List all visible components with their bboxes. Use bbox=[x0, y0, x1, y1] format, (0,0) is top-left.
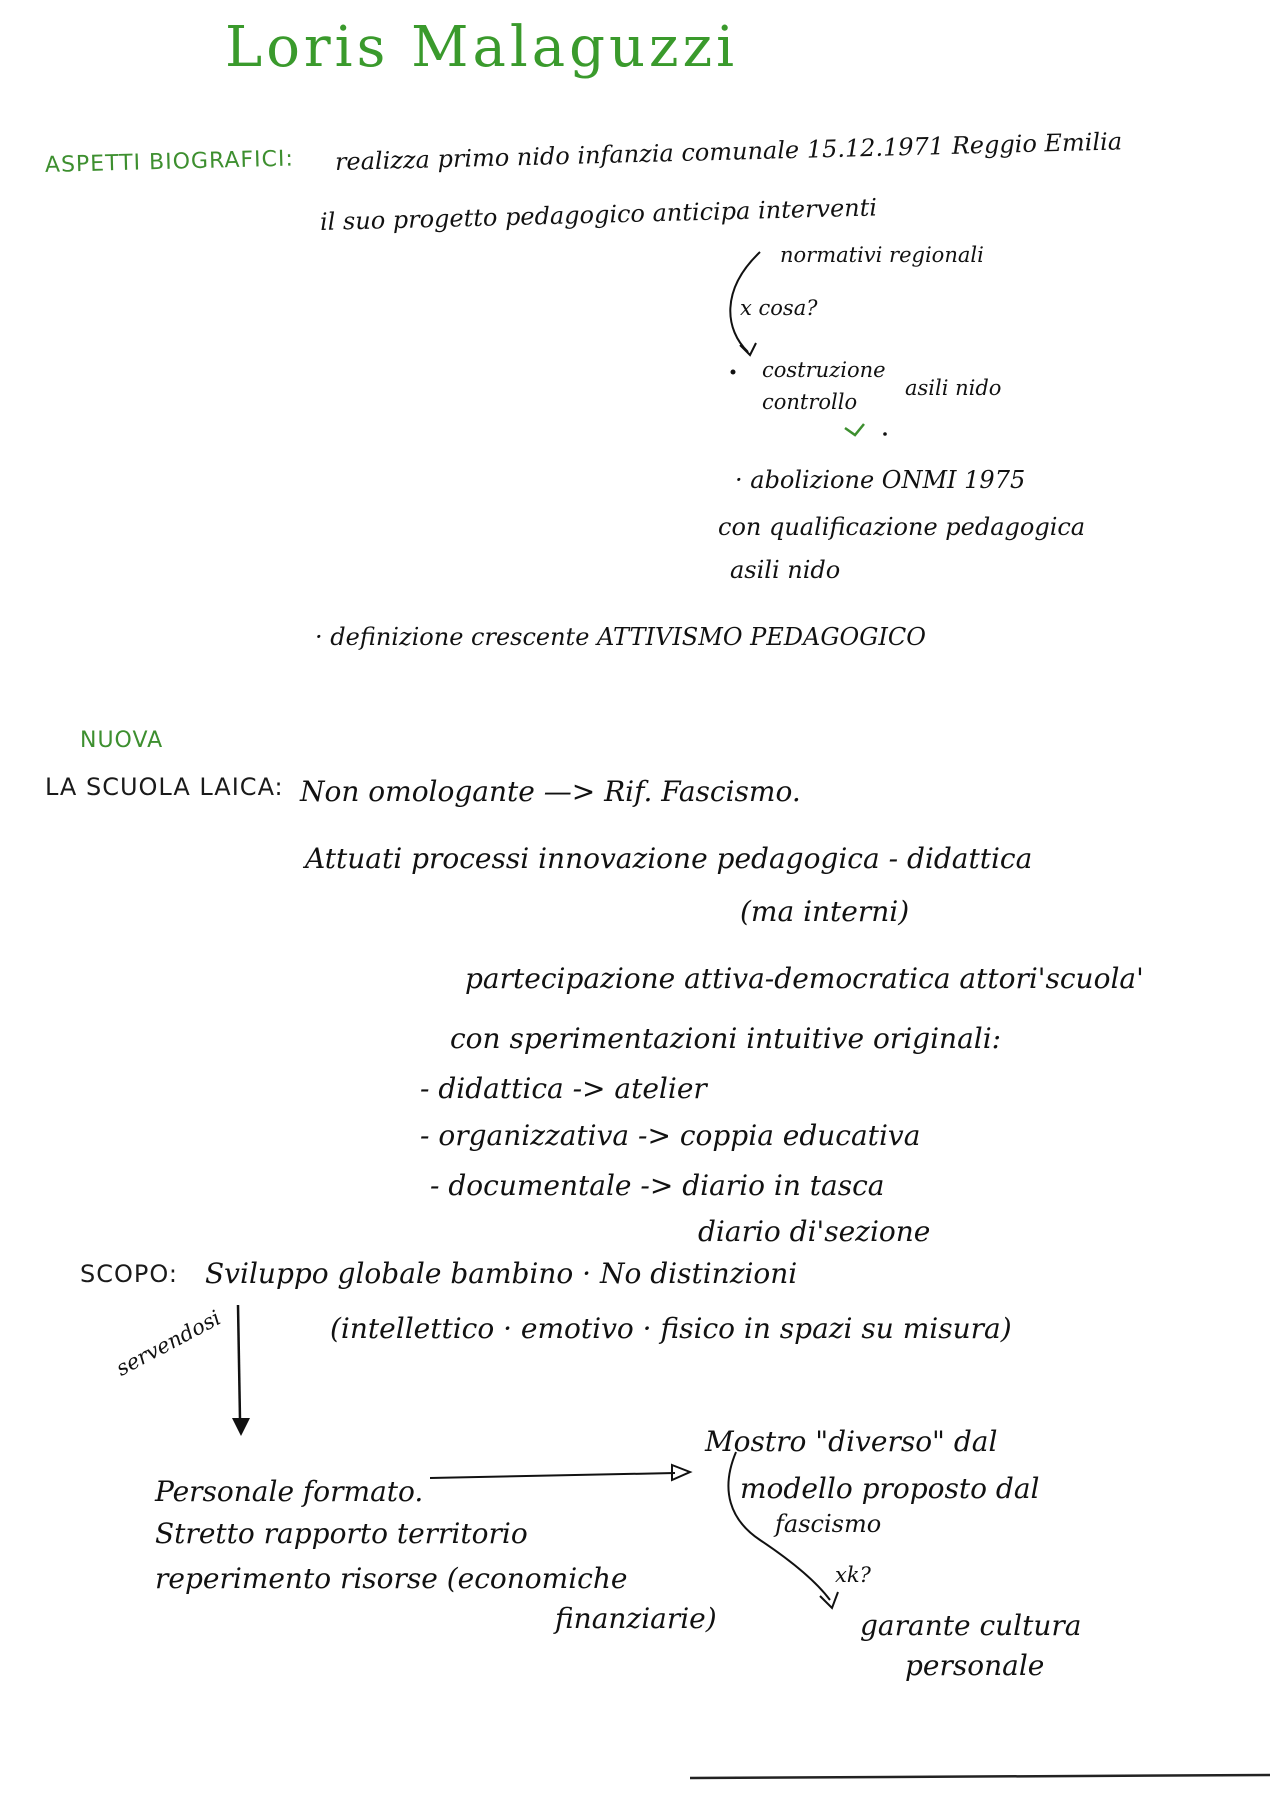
bottom-rule bbox=[690, 1775, 1270, 1778]
arrowhead-icon bbox=[820, 1592, 838, 1608]
scuola-laica-heading: LA SCUOLA LAICA: bbox=[45, 773, 284, 801]
bullet-dot-icon bbox=[731, 370, 736, 375]
arrowhead-icon bbox=[232, 1418, 250, 1436]
scuola-line-2: Attuati processi innovazione pedagogica - didattica bbox=[305, 842, 1033, 875]
scuola-line-5: con sperimentazioni intuitive originali: bbox=[450, 1022, 1002, 1055]
arrowhead-icon bbox=[740, 343, 756, 355]
right-arrow-icon bbox=[430, 1473, 675, 1478]
sperimentazione-didattica: - didattica -> atelier bbox=[420, 1072, 707, 1105]
aspetti-line-2: il suo progetto pedagogico anticipa interventi bbox=[319, 193, 878, 236]
bullet-dot-icon bbox=[883, 432, 887, 436]
check-icon bbox=[845, 424, 864, 435]
costruzione-text: costruzione bbox=[762, 358, 886, 382]
xk-note: xk? bbox=[835, 1563, 871, 1587]
personale-2: personale bbox=[905, 1649, 1045, 1682]
controllo-text: controllo bbox=[762, 390, 858, 414]
stretto-rapporto: Stretto rapporto territorio bbox=[155, 1517, 528, 1550]
aspetti-biografici-heading: ASPETTI BIOGRAFICI: bbox=[44, 146, 295, 178]
asili-nido-2-text: asili nido bbox=[730, 556, 841, 584]
modello-proposto: modello proposto dal bbox=[740, 1472, 1040, 1505]
nuova-label: NUOVA bbox=[80, 728, 164, 753]
scopo-line-1: Sviluppo globale bambino · No distinzioni bbox=[205, 1257, 798, 1290]
scuola-line-3: (ma interni) bbox=[740, 895, 910, 928]
scuola-line-1: Non omologante —> Rif. Fascismo. bbox=[300, 775, 801, 808]
aspetti-line-1: realizza primo nido infanzia comunale 15.12.1971 Reggio Emilia bbox=[334, 127, 1123, 176]
garante-cultura: garante cultura bbox=[860, 1609, 1082, 1642]
normativi-regionali: normativi regionali bbox=[780, 243, 984, 267]
reperimento-risorse: reperimento risorse (economiche bbox=[155, 1562, 628, 1595]
diario-di-sezione: diario di'sezione bbox=[698, 1215, 931, 1248]
qualificazione-text: con qualificazione pedagogica bbox=[718, 513, 1086, 541]
abolizione-onmi: · abolizione ONMI 1975 bbox=[735, 466, 1026, 494]
mostro-diverso: Mostro "diverso" dal bbox=[705, 1425, 998, 1458]
servendosi-note: servendosi bbox=[112, 1305, 225, 1381]
scuola-line-4: partecipazione attiva-democratica attori'scuola' bbox=[465, 962, 1144, 995]
arrowhead-icon bbox=[672, 1465, 690, 1480]
finanziarie-text: finanziarie) bbox=[555, 1602, 717, 1635]
down-arrow-icon bbox=[238, 1305, 240, 1420]
scopo-line-2: (intellettico · emotivo · fisico in spazi su misura) bbox=[330, 1312, 1012, 1345]
page-title: Loris Malaguzzi bbox=[225, 15, 738, 80]
personale-formato: Personale formato. bbox=[155, 1475, 424, 1508]
definizione-attivismo: · definizione crescente ATTIVISMO PEDAGOGICO bbox=[315, 623, 926, 651]
sperimentazione-documentale: - documentale -> diario in tasca bbox=[430, 1169, 885, 1202]
scopo-heading: SCOPO: bbox=[80, 1260, 178, 1288]
x-cosa-note: x cosa? bbox=[740, 296, 818, 320]
fascismo-text: fascismo bbox=[775, 1510, 882, 1538]
asili-nido-text: asili nido bbox=[905, 376, 1002, 400]
sperimentazione-organizzativa: - organizzativa -> coppia educativa bbox=[420, 1119, 921, 1152]
